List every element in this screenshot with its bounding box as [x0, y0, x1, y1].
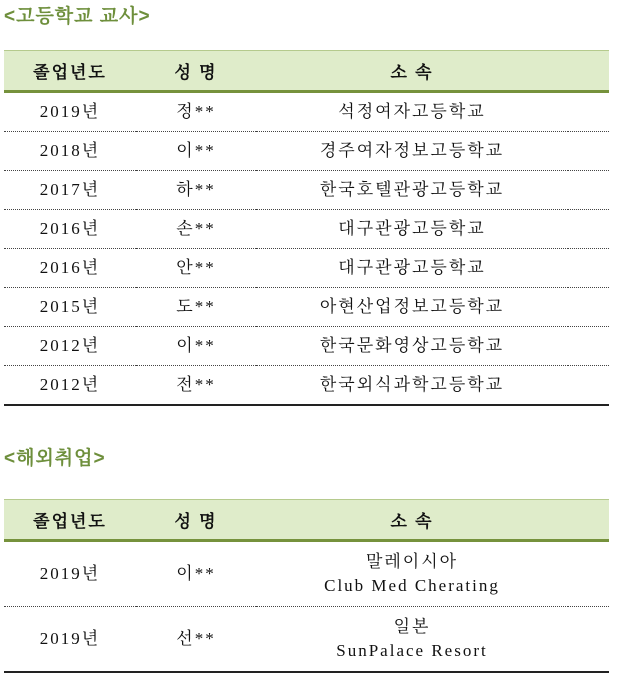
cell-graduation-year: 2012년	[4, 327, 136, 366]
cell-affiliation	[256, 327, 568, 366]
cell-spacer	[568, 249, 609, 288]
cell-graduation-year: 2019년	[4, 607, 136, 673]
table-header-row	[4, 51, 609, 92]
cell-affiliation	[256, 366, 568, 406]
cell-name: 이**	[176, 564, 216, 583]
affiliation-line: 아현산업정보고등학교	[319, 297, 505, 316]
affiliation-line: 대구관광고등학교	[338, 219, 486, 238]
table-row	[4, 366, 609, 406]
affiliation-line: 경주여자정보고등학교	[319, 141, 505, 160]
column-header-graduation-year: 졸업년도	[4, 500, 136, 541]
cell-spacer	[568, 366, 609, 406]
table-row	[4, 607, 609, 673]
table-row	[4, 132, 609, 171]
affiliation-line: 대구관광고등학교	[338, 258, 486, 277]
cell-spacer	[568, 607, 609, 673]
cell-affiliation	[256, 288, 568, 327]
table-row	[4, 92, 609, 132]
table-row	[4, 288, 609, 327]
cell-affiliation	[256, 249, 568, 288]
cell-spacer	[568, 171, 609, 210]
cell-name: 손**	[136, 210, 256, 249]
column-header-graduation-year: 졸업년도	[4, 51, 136, 92]
cell-name: 도**	[136, 288, 256, 327]
section-heading-overseas-employment: <해외취업>	[4, 448, 106, 469]
section-overseas-employment	[4, 447, 620, 673]
overseas-employment-table	[4, 499, 609, 673]
table-row	[4, 210, 609, 249]
cell-affiliation	[256, 607, 568, 673]
affiliation-line: 한국외식과학고등학교	[319, 375, 505, 394]
column-header-spacer	[568, 51, 609, 92]
cell-spacer	[568, 132, 609, 171]
cell-name: 이**	[136, 327, 256, 366]
cell-name: 안**	[136, 249, 256, 288]
highschool-teachers-table	[4, 50, 609, 406]
affiliation-line: 한국호텔관광고등학교	[319, 180, 505, 199]
cell-affiliation	[256, 210, 568, 249]
cell-spacer	[568, 210, 609, 249]
cell-affiliation	[256, 171, 568, 210]
cell-spacer	[568, 541, 609, 607]
affiliation-line: 석정여자고등학교	[338, 102, 486, 121]
cell-graduation-year: 2016년	[4, 210, 136, 249]
cell-spacer	[568, 288, 609, 327]
cell-spacer	[568, 327, 609, 366]
cell-graduation-year: 2018년	[4, 132, 136, 171]
cell-name: 하**	[136, 171, 256, 210]
cell-name: 전**	[136, 366, 256, 406]
table-body	[4, 92, 609, 406]
table-row	[4, 171, 609, 210]
cell-name: 선**	[136, 607, 256, 673]
table-row	[4, 249, 609, 288]
cell-graduation-year: 2012년	[4, 366, 136, 406]
column-header-name: 성 명	[136, 51, 256, 92]
cell-graduation-year: 2017년	[4, 171, 136, 210]
column-header-affiliation: 소 속	[256, 51, 568, 92]
cell-affiliation	[256, 541, 568, 607]
table-row	[4, 541, 609, 607]
table-header-row	[4, 500, 609, 541]
cell-name: 정**	[176, 102, 216, 121]
cell-graduation-year: 2019년	[39, 102, 101, 121]
section-heading-highschool-teachers: <고등학교 교사>	[4, 6, 151, 27]
section-highschool-teachers	[4, 5, 620, 406]
column-header-spacer	[568, 500, 609, 541]
cell-graduation-year: 2019년	[39, 564, 101, 583]
table-body	[4, 541, 609, 673]
cell-graduation-year: 2016년	[4, 249, 136, 288]
affiliation-line: SunPalace Resort	[336, 641, 488, 660]
affiliation-line: Club Med Cherating	[324, 576, 500, 595]
cell-name: 이**	[136, 132, 256, 171]
cell-affiliation	[256, 132, 568, 171]
affiliation-line: 한국문화영상고등학교	[319, 336, 505, 355]
table-row	[4, 327, 609, 366]
cell-affiliation	[256, 92, 568, 132]
affiliation-line: 말레이시아	[365, 552, 459, 571]
column-header-affiliation: 소 속	[256, 500, 568, 541]
cell-spacer	[568, 92, 609, 132]
column-header-name: 성 명	[136, 500, 256, 541]
affiliation-line: 일본	[393, 617, 431, 636]
cell-graduation-year: 2015년	[4, 288, 136, 327]
